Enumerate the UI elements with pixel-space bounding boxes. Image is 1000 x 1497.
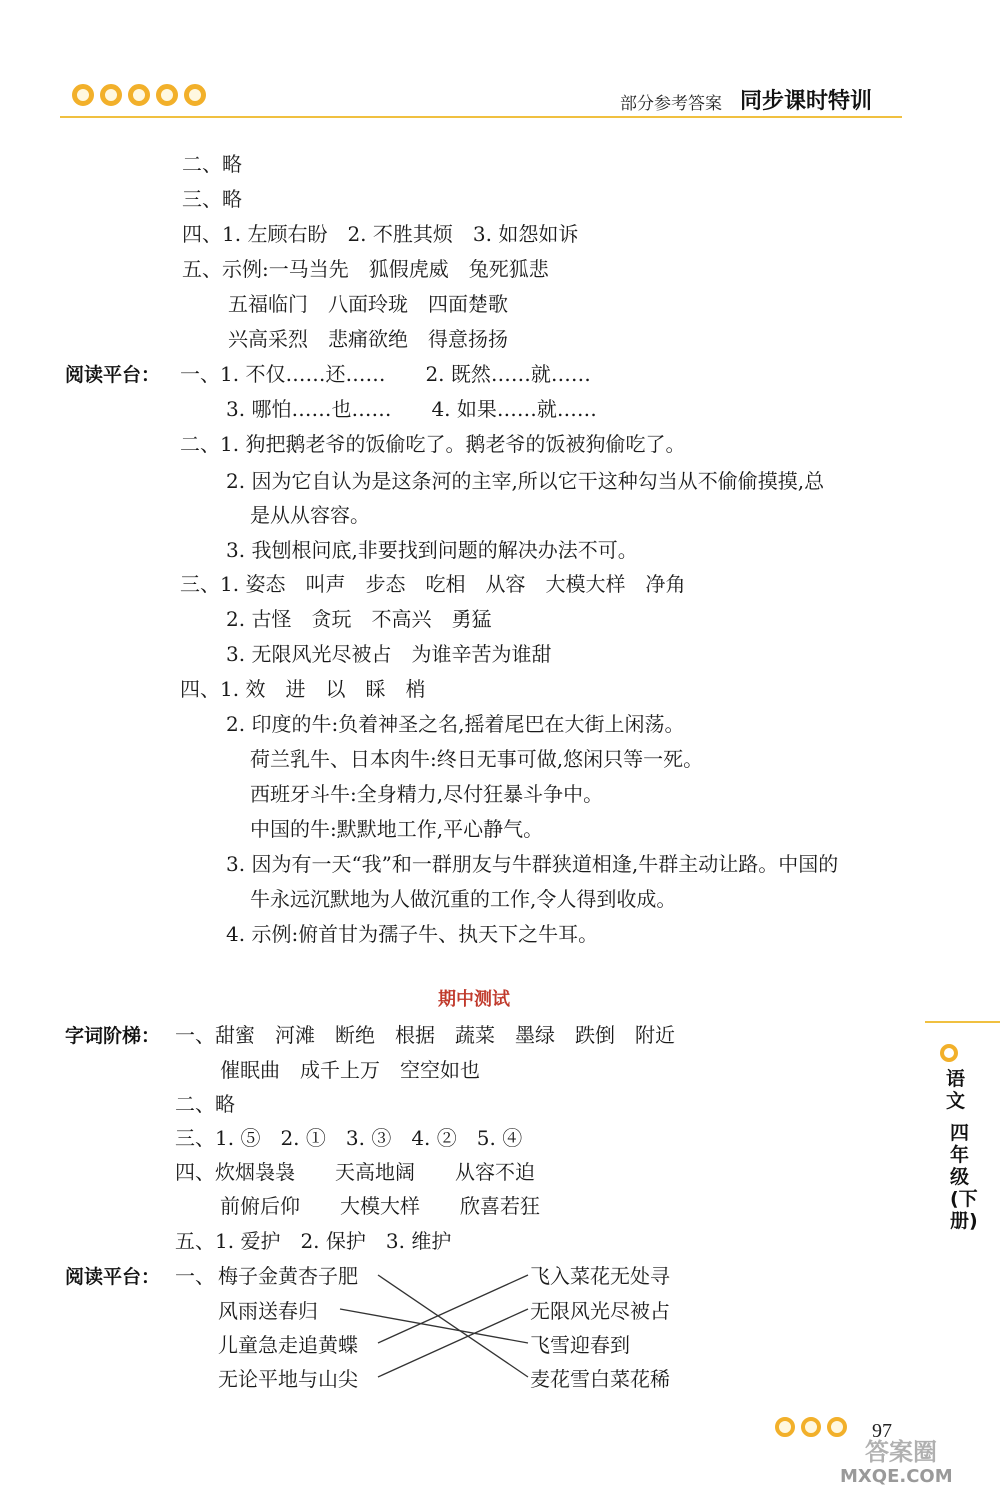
side-grade: 四年级(下册): [950, 1122, 978, 1232]
answer-line: 三、略: [182, 187, 242, 211]
circle-icon: [827, 1417, 847, 1437]
circle-icon: [801, 1417, 821, 1437]
footer-decoration-dots: [775, 1417, 847, 1437]
answer-line: 3. 无限风光尽被占 为谁辛苦为谁甜: [226, 642, 552, 666]
answer-line: 2. 印度的牛:负着神圣之名,摇着尾巴在大街上闲荡。: [226, 712, 685, 736]
section-label-words: 字词阶梯：: [65, 1025, 161, 1047]
matching-left-item: 风雨送春归: [218, 1299, 318, 1323]
answer-line: 四、1. 效 进 以 睬 梢: [180, 677, 426, 701]
answer-line: 一、甜蜜 河滩 断绝 根据 蔬菜 墨绿 跌倒 附近: [175, 1023, 675, 1047]
matching-right-item: 无限风光尽被占: [530, 1299, 670, 1323]
circle-icon: [775, 1417, 795, 1437]
answer-line: 一、1. 不仅……还…… 2. 既然……就……: [180, 362, 591, 386]
answer-line: 前俯后仰 大模大样 欣喜若狂: [220, 1194, 540, 1218]
answer-line: 2. 因为它自认为是这条河的主宰,所以它干这种勾当从不偷偷摸摸,总: [226, 469, 825, 493]
midterm-title: 期中测试: [438, 989, 510, 1010]
answer-line: 兴高采烈 悲痛欲绝 得意扬扬: [228, 327, 508, 351]
matching-line: [340, 1309, 528, 1343]
matching-right-item: 麦花雪白菜花稀: [530, 1367, 670, 1391]
answer-line: 中国的牛:默默地工作,平心静气。: [250, 817, 544, 841]
matching-prefix: 一、: [175, 1264, 215, 1288]
answer-line: 西班牙斗牛:全身精力,尽付狂暴斗争中。: [250, 782, 604, 806]
answer-line: 五福临门 八面玲珑 四面楚歌: [228, 292, 508, 316]
header-subtitle: 部分参考答案: [620, 94, 722, 114]
answer-line: 是从从容容。: [250, 503, 370, 527]
section-label-reading: 阅读平台：: [65, 1266, 161, 1288]
circle-icon: [940, 1044, 958, 1062]
answer-line: 2. 古怪 贪玩 不高兴 勇猛: [226, 607, 492, 631]
section-label-reading: 阅读平台：: [65, 364, 161, 386]
answer-line: 三、1. ⑤ 2. ① 3. ③ 4. ② 5. ④: [175, 1126, 523, 1150]
answer-line: 四、1. 左顾右盼 2. 不胜其烦 3. 如怨如诉: [182, 222, 579, 246]
answer-line: 3. 哪怕……也…… 4. 如果……就……: [226, 397, 597, 421]
answer-line: 3. 我刨根问底,非要找到问题的解决办法不可。: [226, 538, 638, 562]
answer-line: 二、1. 狗把鹅老爷的饭偷吃了。鹅老爷的饭被狗偷吃了。: [180, 432, 686, 456]
matching-right-item: 飞雪迎春到: [530, 1333, 630, 1357]
answer-line: 二、略: [175, 1092, 235, 1116]
matching-line: [378, 1275, 528, 1343]
matching-right-item: 飞入菜花无处寻: [530, 1264, 670, 1288]
answer-line: 牛永远沉默地为人做沉重的工作,令人得到收成。: [250, 887, 677, 911]
page-number: 97: [872, 1420, 892, 1442]
answer-line: 五、1. 爱护 2. 保护 3. 维护: [175, 1229, 452, 1253]
answer-line: 五、示例:一马当先 狐假虎威 兔死狐悲: [182, 257, 549, 281]
matching-line: [378, 1275, 528, 1377]
answer-line: 四、炊烟袅袅 天高地阔 从容不迫: [175, 1160, 535, 1184]
matching-left-item: 无论平地与山尖: [218, 1367, 358, 1391]
side-divider: [925, 1021, 1000, 1023]
watermark-bottom: MXQE.COM: [840, 1466, 953, 1487]
matching-left-item: 梅子金黄杏子肥: [218, 1264, 358, 1288]
matching-line: [378, 1309, 528, 1377]
matching-left-item: 儿童急走追黄蝶: [218, 1333, 358, 1357]
watermark-top: 答案圈: [865, 1438, 937, 1466]
side-subject: 语文: [946, 1068, 966, 1112]
answer-line: 二、略: [182, 152, 242, 176]
answer-line: 荷兰乳牛、日本肉牛:终日无事可做,悠闲只等一死。: [250, 747, 704, 771]
answer-line: 4. 示例:俯首甘为孺子牛、执天下之牛耳。: [226, 922, 599, 946]
answer-line: 催眠曲 成千上万 空空如也: [220, 1058, 480, 1082]
header-title: 同步课时特训: [740, 89, 873, 114]
answer-line: 3. 因为有一天“我”和一群朋友与牛群狭道相逢,牛群主动让路。中国的: [226, 852, 839, 876]
answer-line: 三、1. 姿态 叫声 步态 吃相 从容 大模大样 净角: [180, 572, 686, 596]
